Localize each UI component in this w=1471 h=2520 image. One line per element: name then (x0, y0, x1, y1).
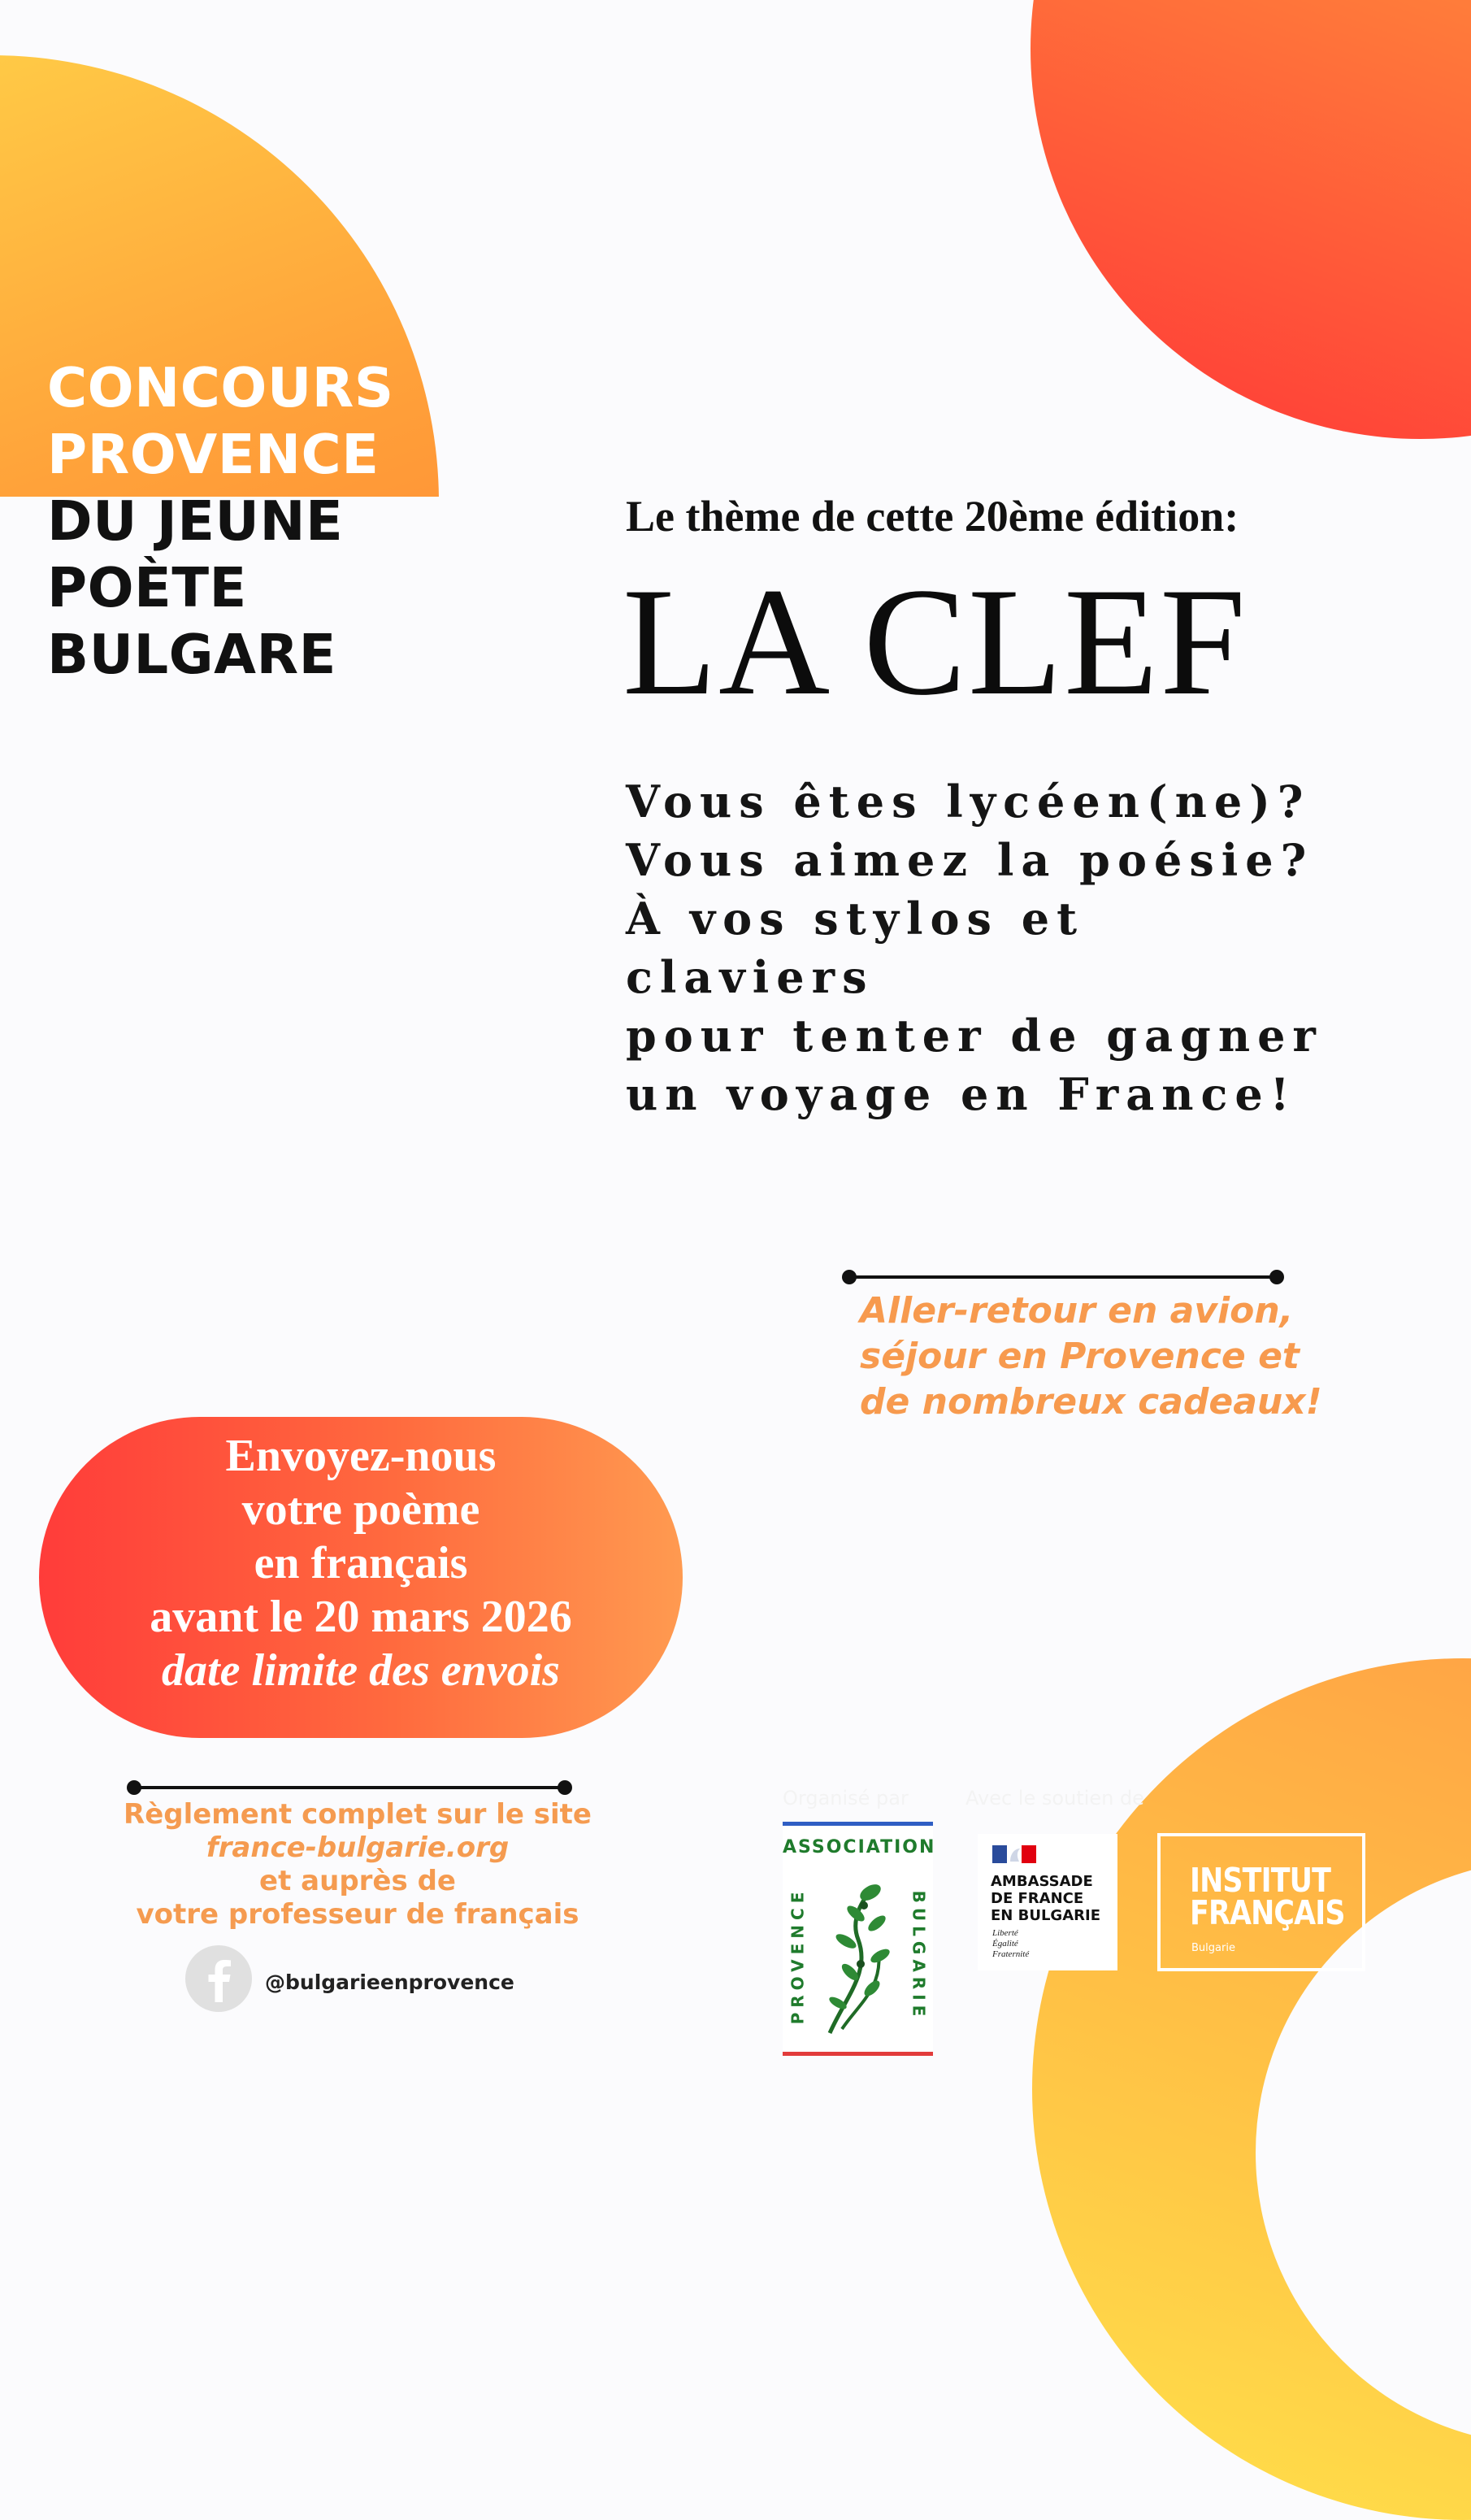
association-left-label: PROVENCE (788, 1887, 807, 2025)
title-line-3: DU JEUNE (47, 489, 344, 553)
deadline-line: avant le 20 mars 2026 (150, 1592, 572, 1642)
pitch-text (626, 772, 1357, 1123)
ambassade-name-line: DE FRANCE (991, 1890, 1084, 1907)
deadline-line: votre poème (241, 1484, 480, 1535)
rules-line: et auprès de (259, 1865, 456, 1897)
institut-francais-logo (1157, 1833, 1365, 1971)
prize-divider (845, 1275, 1281, 1279)
institut-name-line: INSTITUT (1190, 1861, 1331, 1900)
ambassade-logo (978, 1834, 1117, 1970)
motto-line: Égalité (992, 1939, 1018, 1949)
decorative-circle-top-right (1031, 0, 1471, 439)
prize-line: de nombreux cadeaux! (860, 1381, 1322, 1423)
prize-line: Aller-retour en avion, (860, 1290, 1294, 1332)
olive-branch-icon (814, 1875, 903, 2037)
association-left-text (788, 1875, 807, 2037)
ambassade-name-line: EN BULGARIE (991, 1907, 1100, 1924)
title-line-1: CONCOURS (47, 356, 394, 419)
association-right-text (909, 1875, 928, 2037)
ambassade-name-line: AMBASSADE (991, 1873, 1093, 1890)
theme-label: Le thème de cette 20ème édition: (626, 492, 1239, 541)
institut-name-line: FRANÇAIS (1190, 1893, 1345, 1932)
deadline-text (39, 1429, 683, 1697)
pitch-line: Vous aimez la poésie? (626, 834, 1314, 886)
pitch-line: pour tenter de gagner (626, 1010, 1323, 1062)
deadline-note: date limite des envois (162, 1645, 560, 1696)
pitch-line: À vos stylos et (626, 893, 1085, 945)
organizer-label: Organisé par (783, 1787, 909, 1810)
prize-text (860, 1288, 1388, 1425)
association-logo (783, 1822, 936, 2056)
institut-name (1190, 1861, 1345, 1932)
deadline-line: Envoyez-nous (225, 1431, 497, 1481)
institut-subtitle: Bulgarie (1191, 1942, 1235, 1954)
ambassade-name (991, 1873, 1100, 1924)
association-right-label: BULGARIE (909, 1890, 929, 2022)
rules-line: votre professeur de français (136, 1898, 579, 1931)
title-line-5: BULGARE (47, 623, 336, 686)
prize-line: séjour en Provence et (860, 1336, 1300, 1377)
support-label: Avec le soutien de (965, 1787, 1144, 1810)
pitch-line: Vous êtes lycéen(ne)? (626, 776, 1311, 828)
deadline-line: en français (254, 1538, 468, 1588)
rules-divider (130, 1786, 569, 1789)
rules-line: Règlement complet sur le site (124, 1798, 592, 1831)
pitch-line: un voyage en France! (626, 1068, 1297, 1120)
title-line-2: PROVENCE (47, 423, 380, 486)
motto-line: Liberté (992, 1928, 1018, 1938)
motto-line: Fraternité (992, 1949, 1030, 1959)
facebook-handle[interactable]: @bulgarieenprovence (265, 1970, 514, 1994)
theme-name: LA CLEF (623, 557, 1248, 728)
rules-site-link[interactable]: france-bulgarie.org (206, 1831, 510, 1864)
association-title: ASSOCIATION (783, 1837, 936, 1857)
facebook-icon[interactable] (185, 1945, 252, 2012)
ambassade-motto (992, 1928, 1029, 1960)
rules-text (98, 1798, 618, 1931)
pitch-line: claviers (626, 951, 874, 1003)
title-line-4: POÈTE (47, 556, 247, 619)
marianne-flag-icon (992, 1845, 1036, 1863)
